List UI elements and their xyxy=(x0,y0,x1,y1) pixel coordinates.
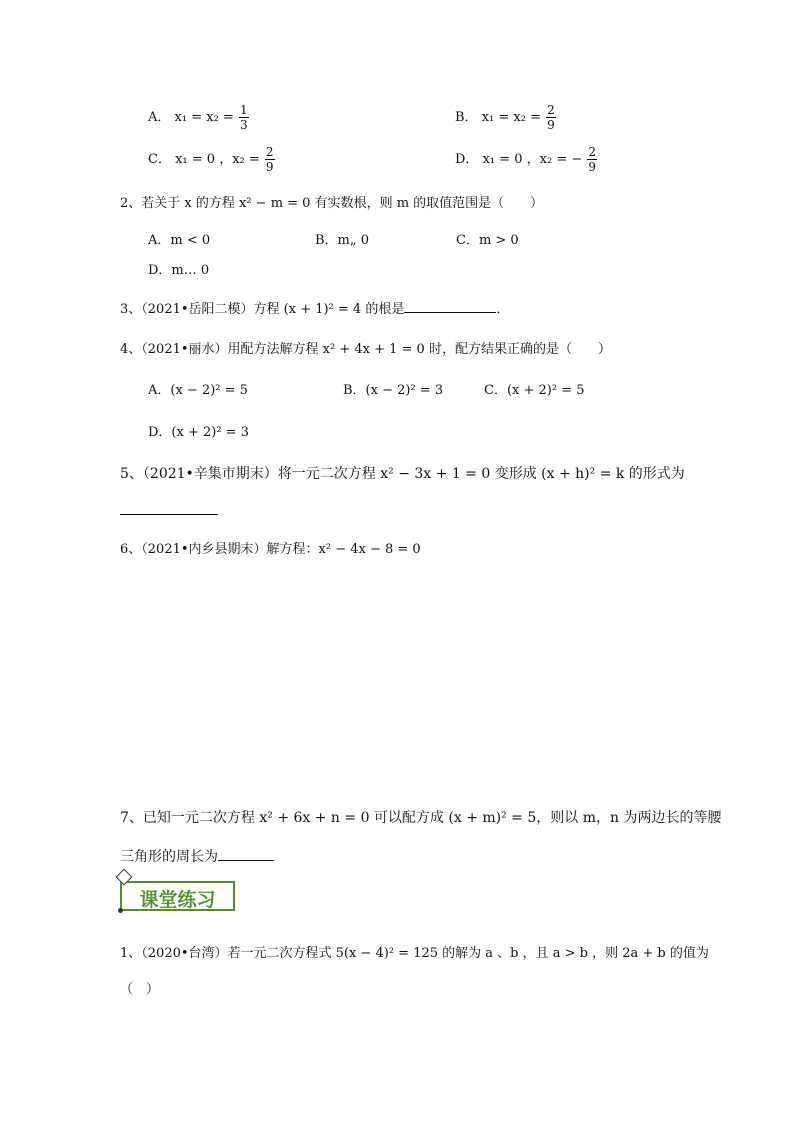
q7-line1: 7、已知一元二次方程 x² + 6x + n = 0 可以配方成 (x + m)² = 5，则以 m，n 为两边长的等腰 xyxy=(120,810,722,826)
q3-line: 3、（2021•岳阳二模）方程 (x + 1)² = 4 的根是 ． xyxy=(120,302,510,317)
answer-blank[interactable] xyxy=(404,312,496,313)
section-header xyxy=(120,881,235,911)
q7-line2: 三角形的周长为 xyxy=(120,846,274,866)
q4-option-c: C．(x + 2)² = 5 xyxy=(484,383,585,398)
q2-option-a: A．m < 0 xyxy=(148,233,211,248)
q1-option-c: C． x₁ = 0 ，x₂ = $\frac{2}{9}$ xyxy=(148,145,274,174)
answer-blank[interactable] xyxy=(218,860,274,861)
q4-option-b: B．(x − 2)² = 3 xyxy=(343,383,444,398)
diamond-icon xyxy=(116,869,133,886)
fraction: $\frac{1}{3}$ xyxy=(239,103,248,132)
q6-stem: 6、（2021•内乡县期末）解方程：x² − 4x − 8 = 0 xyxy=(120,542,421,557)
p1-line1: 1、（2020•台湾）若一元二次方程式 5(x − 4)² = 125 的解为 a 、b ，且 a > b ，则 2a + b 的值为 xyxy=(120,946,709,961)
q2-option-b: B．m„ 0 xyxy=(315,233,370,248)
answer-blank[interactable] xyxy=(120,498,218,515)
q2-option-c: C．m > 0 xyxy=(456,233,519,248)
q2-option-d: D．m… 0 xyxy=(148,263,210,278)
p1-line2: （ ） xyxy=(120,982,160,997)
fraction: $\frac{2}{9}$ xyxy=(265,145,274,174)
q1-option-d: D． x₁ = 0 ，x₂ = − $\frac{2}{9}$ xyxy=(455,145,597,174)
fraction: $\frac{2}{9}$ xyxy=(547,103,555,132)
q4-option-a: A．(x − 2)² = 5 xyxy=(148,383,248,398)
q5-stem: 5、（2021•辛集市期末）将一元二次方程 x² − 3x + 1 = 0 变形成 (x + h)² = k 的形式为 xyxy=(120,466,685,482)
q2-stem: 2、若关于 x 的方程 x² − m = 0 有实数根，则 m 的取值范围是（ ） xyxy=(120,196,544,211)
q1-option-b: B． x₁ = x₂ = $\frac{2}{9}$ xyxy=(455,103,555,132)
fraction: $\frac{2}{9}$ xyxy=(588,145,597,174)
q3-stem: 3、（2021•岳阳二模）方程 (x + 1)² = 4 的根是 xyxy=(120,302,405,317)
section-title: 课堂练习 xyxy=(139,889,216,911)
q4-option-d: D．(x + 2)² = 3 xyxy=(148,425,249,440)
q4-stem: 4、（2021•丽水）用配方法解方程 x² + 4x + 1 = 0 时，配方结果正确的是（ ） xyxy=(120,342,611,357)
q1-option-a: A． x₁ = x₂ = $\frac{1}{3}$ xyxy=(148,103,248,132)
